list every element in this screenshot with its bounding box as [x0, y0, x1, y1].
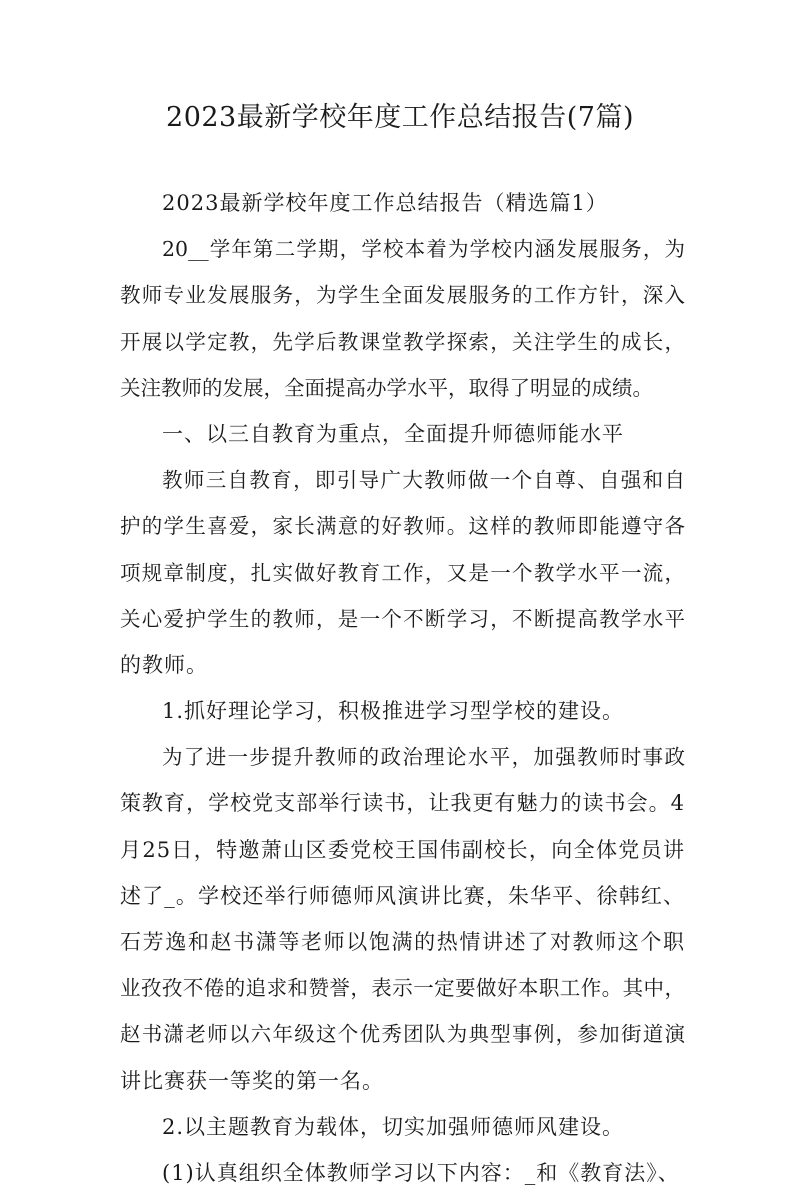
paragraph-line: 为了进一步提升教师的政治理论水平，加强教师时事政 — [162, 745, 685, 770]
document-body — [120, 180, 685, 1196]
paragraph-line: 教师三自教育，即引导广大教师做一个自尊、自强和自 — [162, 468, 685, 493]
paragraph-line: 护的学生喜爱，家长满意的好教师。这样的教师即能遵守各 — [120, 514, 685, 539]
paragraph-line: 教师专业发展服务，为学生全面发展服务的工作方针，深入 — [120, 283, 685, 308]
paragraph-line: 项规章制度，扎实做好教育工作，又是一个教学水平一流， — [120, 560, 685, 585]
paragraph-line: 关注教师的发展，全面提高办学水平，取得了明显的成绩。 — [120, 375, 653, 400]
paragraph-line: 述了_。学校还举行师德师风演讲比赛，朱华平、徐韩红、 — [120, 883, 685, 908]
paragraph-line: 策教育，学校党支部举行读书，让我更有魅力的读书会。4 — [120, 791, 685, 816]
paragraph-line: 业孜孜不倦的追求和赞誉，表示一定要做好本职工作。其中， — [120, 976, 685, 1001]
document-title: 2023最新学校年度工作总结报告(7篇) — [166, 102, 634, 133]
paragraph-line: 月25日，特邀萧山区委党校王国伟副校长，向全体党员讲 — [120, 837, 685, 862]
subsection-heading: 2.以主题教育为载体，切实加强师德师风建设。 — [162, 1114, 625, 1139]
paragraph-line: 20__学年第二学期，学校本着为学校内涵发展服务，为 — [162, 237, 685, 262]
paragraph-line: 关心爱护学生的教师，是一个不断学习，不断提高教学水平 — [120, 606, 685, 631]
paragraph-line: 开展以学定教，先学后教课堂教学探索，关注学生的成长， — [120, 329, 685, 354]
paragraph-line: 石芳逸和赵书潇等老师以饱满的热情讲述了对教师这个职 — [120, 930, 685, 954]
section-heading: 2023最新学校年度工作总结报告（精选篇1） — [162, 191, 608, 215]
paragraph-line: 赵书潇老师以六年级这个优秀团队为典型事例，参加街道演 — [120, 1022, 685, 1047]
paragraph-line: (1)认真组织全体教师学习以下内容：_和《教育法》、 — [162, 1160, 680, 1185]
subsection-heading: 1.抓好理论学习，积极推进学习型学校的建设。 — [162, 699, 625, 724]
section-heading: 一、以三自教育为重点，全面提升师德师能水平 — [162, 421, 624, 446]
paragraph-line: 讲比赛获一等奖的第一名。 — [120, 1068, 384, 1093]
paragraph-line: 的教师。 — [120, 652, 208, 677]
